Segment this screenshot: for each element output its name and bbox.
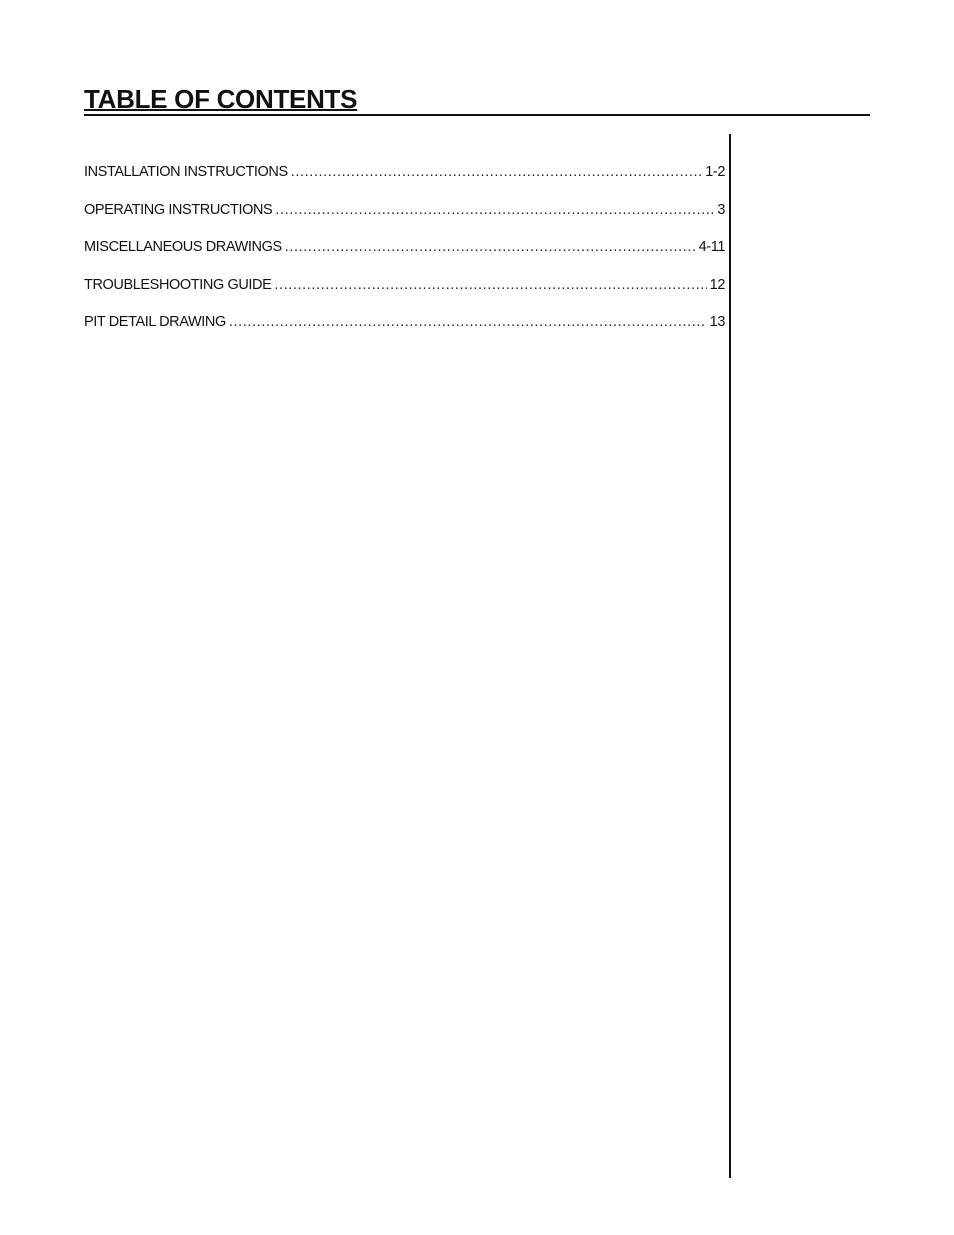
toc-entry-page: 3 (717, 201, 725, 218)
toc-entry-title: PIT DETAIL DRAWING (84, 314, 226, 331)
toc-entry-page: 1-2 (705, 164, 725, 180)
toc-entry-troubleshooting[interactable] (84, 277, 725, 315)
dot-leader (285, 239, 696, 255)
toc-entry-miscellaneous[interactable] (84, 239, 725, 277)
dot-leader (275, 202, 714, 218)
toc-list (84, 164, 725, 352)
dot-leader (291, 164, 702, 180)
dot-leader (274, 277, 706, 293)
toc-entry-installation[interactable] (84, 164, 725, 202)
page-title: TABLE OF CONTENTS (84, 84, 358, 114)
toc-entry-page: 13 (709, 314, 725, 331)
page-heading (84, 84, 870, 116)
toc-entry-page: 4-11 (698, 239, 725, 256)
toc-entry-title: OPERATING INSTRUCTIONS (84, 201, 273, 218)
toc-entry-title: TROUBLESHOOTING GUIDE (84, 276, 272, 293)
toc-entry-pit-detail[interactable] (84, 314, 725, 352)
toc-entry-page: 12 (709, 276, 725, 293)
dot-leader (229, 314, 707, 330)
toc-entry-operating[interactable] (84, 202, 725, 240)
toc-entry-title: MISCELLANEOUS DRAWINGS (84, 239, 282, 256)
vertical-divider (729, 134, 731, 1178)
toc-entry-title: INSTALLATION INSTRUCTIONS (84, 164, 288, 180)
